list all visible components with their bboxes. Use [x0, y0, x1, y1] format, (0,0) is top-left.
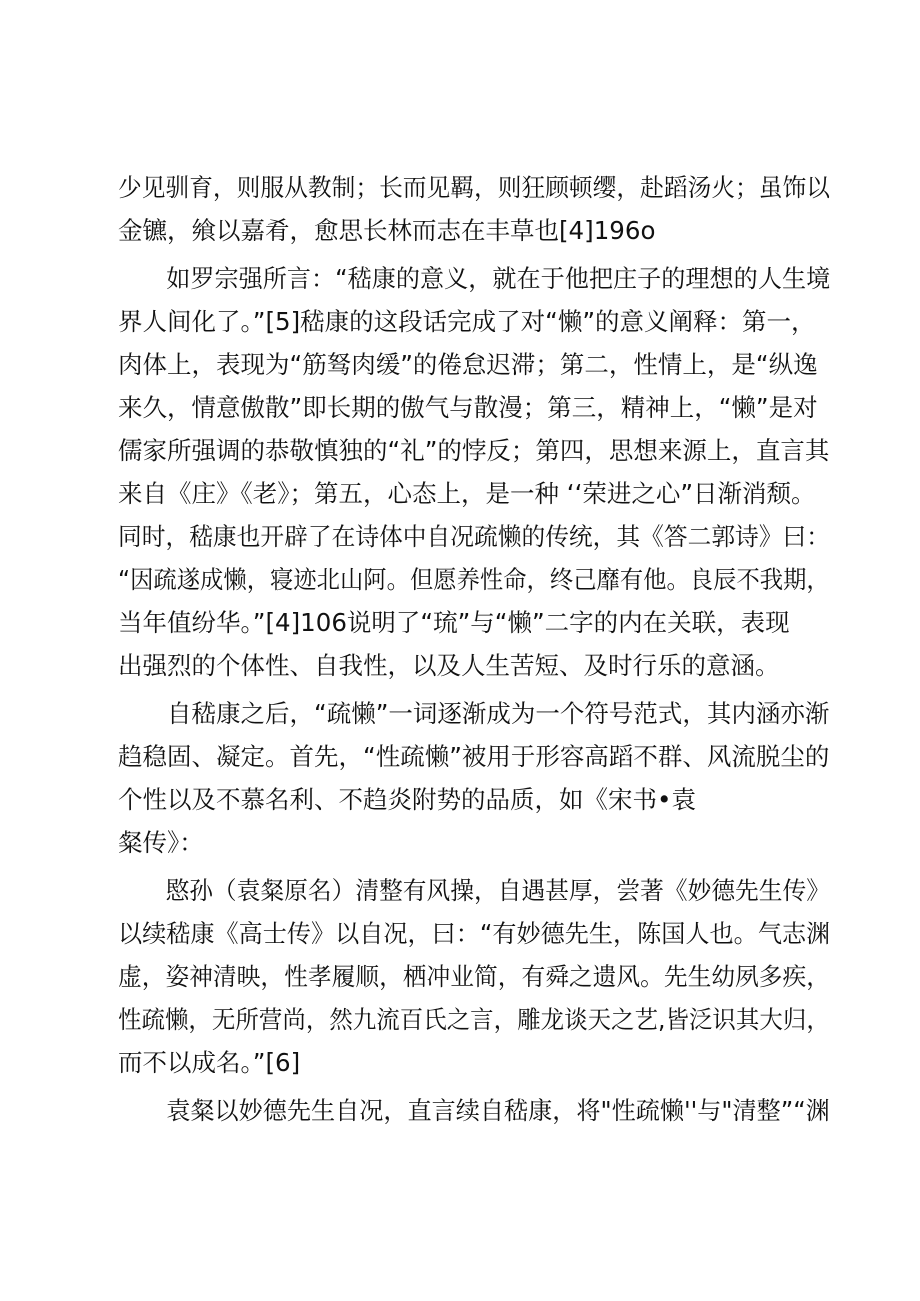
paragraph-luo-zongqiang	[118, 257, 830, 687]
body-text	[118, 166, 830, 1132]
text-line: 来自《庄》《老》；第五，心态上，是一种 ‘‘荣进之心”日渐消颓。	[118, 479, 816, 508]
text-line: 而不以成名。”[6]	[118, 1048, 301, 1077]
paragraph-after-jikang	[118, 692, 830, 864]
paragraph-quote-continuation	[118, 166, 830, 252]
text-line: 袁粲以妙德先生自况，直言续自嵇康，将"性疏懒''与"清整”“渊	[166, 1096, 830, 1125]
text-line: 出强烈的个体性、自我性，以及人生苦短、及时行乐的意涵。	[118, 651, 780, 680]
paragraph-yuan-can	[118, 1089, 830, 1132]
text-line: 粲传》：	[118, 828, 204, 857]
text-line: 界人间化了。”[5]嵇康的这段话完成了对“懒”的意义阐释：第一，	[118, 307, 816, 336]
text-line: 自嵇康之后，“疏懒”一词逐渐成为一个符号范式，其内涵亦渐	[167, 699, 830, 728]
text-line: 性疏懒，无所营尚，然九流百氏之言，雕龙谈天之艺,皆泛识其大归，	[118, 1005, 830, 1034]
text-line: 肉体上，表现为“筋驽肉缓”的倦怠迟滞；第二，性情上，是“纵逸	[118, 350, 818, 379]
text-line: 虚，姿神清映，性孝履顺，栖冲业简，有舜之遗风。先生幼夙多疾，	[118, 962, 830, 991]
text-line: 当年值纷华。”[4]106说明了“琉”与“懒”二字的内在关联，表现	[118, 608, 790, 637]
text-line: 少见驯育，则服从教制；长而见羁，则狂顾顿缨，赴蹈汤火；虽饰以	[118, 173, 830, 202]
text-line: 趋稳固、凝定。首先，“性疏懒”被用于形容高蹈不群、风流脱尘的	[118, 742, 830, 771]
text-line: 愍孙（袁粲原名）清整有风操，自遇甚厚，尝著《妙德先生传》	[165, 876, 830, 905]
text-line: 同时，嵇康也开辟了在诗体中自况疏懒的传统，其《答二郭诗》曰：	[118, 522, 830, 551]
text-line: 以续嵇康《高士传》以自况，曰：“有妙德先生，陈国人也。气志渊	[118, 919, 831, 948]
text-line: “因疏遂成懒，寝迹北山阿。但愿养性命，终己靡有他。良辰不我期，	[118, 565, 830, 594]
text-line: 来久，情意傲散”即长期的傲气与散漫；第三，精神上，“懒”是对	[118, 393, 818, 422]
text-line: 个性以及不慕名利、不趋炎附势的品质，如《宋书•袁	[118, 785, 696, 814]
text-line: 金镳，飨以嘉肴，愈思长林而志在丰草也[4]196o	[118, 216, 656, 245]
text-line: 如罗宗强所言：“嵇康的意义，就在于他把庄子的理想的人生境	[166, 264, 831, 293]
paragraph-song-shu-quote	[118, 869, 830, 1084]
text-line: 儒家所强调的恭敬慎独的“礼”的悖反；第四，思想来源上，直言其	[118, 436, 830, 465]
